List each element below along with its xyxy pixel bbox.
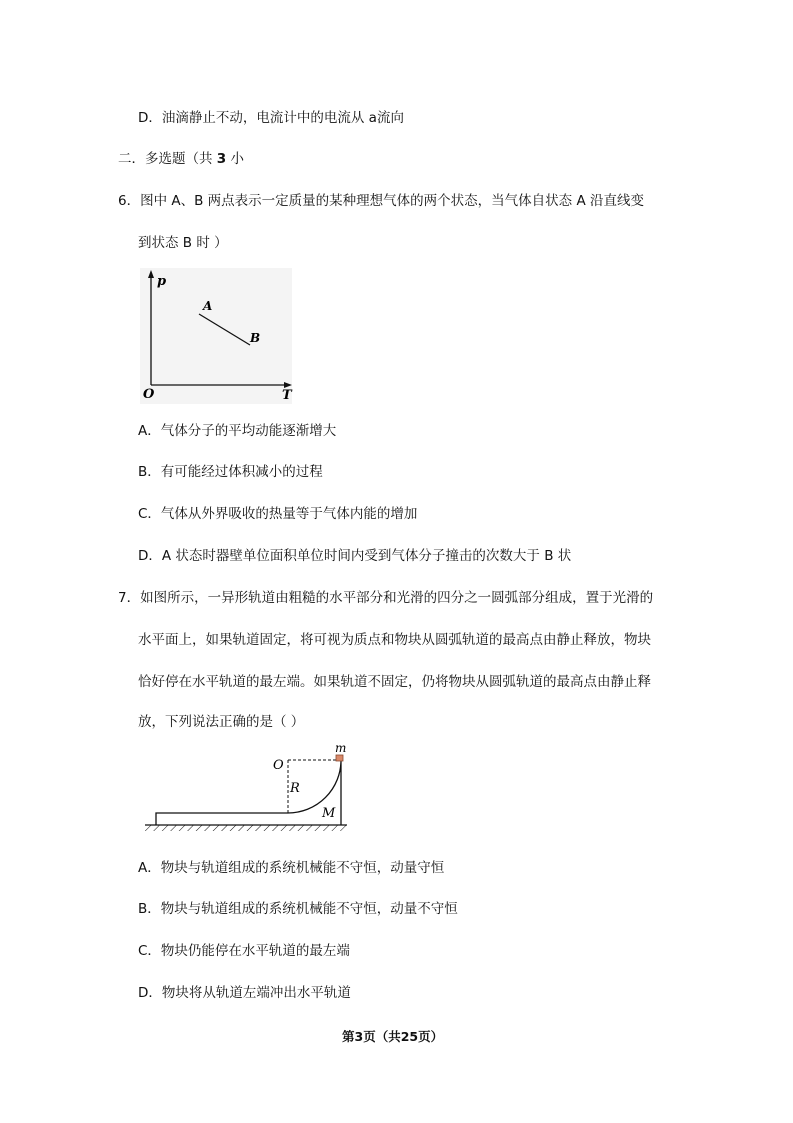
q7-stem-line-4: 放，下列说法正确的是（ ） [138, 714, 305, 730]
q7-stem-line-2: 水平面上，如果轨道固定，将可视为质点和物块从圆弧轨道的最高点由静止释放，物块 [138, 632, 651, 648]
q7-option-c: C．物块仍能停在水平轨道的最左端 [138, 943, 350, 959]
q6-label-a: A [203, 299, 213, 313]
q6-option-c: C．气体从外界吸收的热量等于气体内能的增加 [138, 506, 418, 522]
q7-option-d: D．物块将从轨道左端冲出水平轨道 [138, 985, 351, 1001]
q7-option-b: B．物块与轨道组成的系统机械能不守恒，动量不守恒 [138, 901, 458, 917]
q6-stem-line-2: 到状态 B 时 ） [138, 235, 228, 251]
q7-label-m: m [335, 741, 347, 755]
q7-stem-line-3: 恰好停在水平轨道的最左端。如果轨道不固定，仍将物块从圆弧轨道的最高点由静止释 [138, 674, 651, 690]
q6-label-b: B [250, 331, 261, 345]
q7-label-o: O [273, 758, 284, 773]
q6-label-p: p [157, 274, 167, 289]
q7-block [336, 755, 343, 761]
q7-ground-hatch [145, 825, 347, 831]
q6-option-b: B．有可能经过体积减小的过程 [138, 464, 323, 480]
q5-option-d: D．油滴静止不动，电流计中的电流从 a流向 [138, 110, 404, 126]
q7-option-a: A．物块与轨道组成的系统机械能不守恒，动量守恒 [138, 860, 445, 876]
q7-label-big-m: M [322, 806, 336, 821]
q7-track-outline [156, 760, 341, 825]
section-heading-count: 3 [216, 151, 227, 167]
section-heading-prefix: 二．多选题（共 [118, 151, 217, 167]
page-number: 第3页（共25页） [342, 1029, 444, 1044]
q6-option-a: A．气体分子的平均动能逐渐增大 [138, 423, 337, 439]
q7-label-r: R [290, 781, 300, 796]
q6-label-t: T [282, 388, 292, 403]
q6-label-origin: O [143, 387, 155, 402]
q6-stem-line-1: 6．图中 A、B 两点表示一定质量的某种理想气体的两个状态，当气体自状态 A 沿直线变 [118, 193, 644, 209]
q6-option-d: D．A 状态时器壁单位面积单位时间内受到气体分子撞击的次数大于 B 状 [138, 548, 572, 564]
q7-stem-line-1: 7．如图所示，一异形轨道由粗糙的水平部分和光滑的四分之一圆弧部分组成，置于光滑的 [118, 590, 654, 606]
section-heading-suffix: 小 [226, 151, 244, 167]
